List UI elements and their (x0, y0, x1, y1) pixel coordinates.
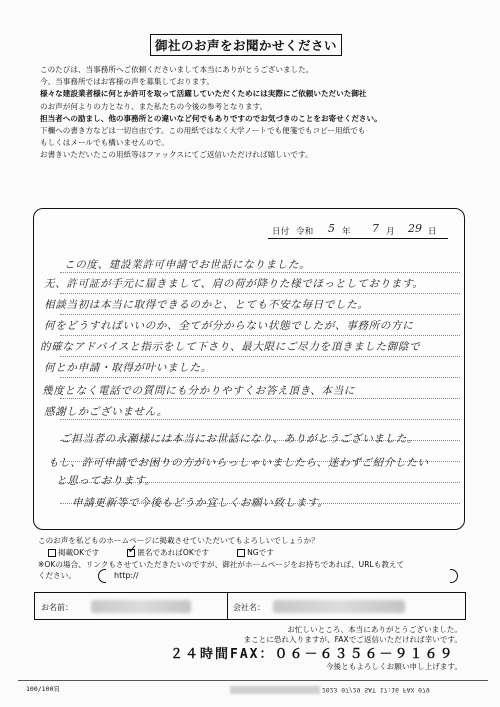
handwritten-line: 感謝しかございません。 (44, 406, 168, 418)
handwritten-line: ご担当者の永瀬様には本当にお世話になり、ありがとうございました。 (60, 433, 419, 445)
intro-line: もしくはメールでも構いませんので。 (40, 138, 169, 148)
intro-text (40, 64, 470, 162)
option-anonymous-ok[interactable] (127, 547, 209, 558)
company-redacted (273, 600, 405, 613)
date-month: 7 (372, 222, 379, 235)
bracket-left (98, 569, 106, 583)
fax-number: ２４時間FAX：０６－６３５６－９１６９ (170, 647, 455, 662)
ruled-line (60, 293, 460, 294)
date-label: 日付 (272, 227, 290, 237)
handwritten-line: 无、許可証が手元に届きまして、肩の荷が降りた様でほっとしております。 (44, 278, 424, 290)
thanks-line: お忙しいところ、本当にありがとうございました。 (287, 625, 462, 634)
name-redacted (91, 600, 191, 613)
date-day: 29 (408, 222, 422, 235)
consent-note: ください。 (38, 571, 76, 580)
intro-line: お書きいただいたこの用紙等はファックスにてご返信いただければ嬉しいです。 (40, 150, 313, 160)
fax-header: 2023 07/29 SAT 17:16 FAX 079 (322, 686, 430, 694)
handwritten-line: 申請更新等で今後もどうか宜しくお願い致します。 (72, 497, 329, 509)
footer-rule (18, 680, 488, 681)
page-counter: 100/100頁 (26, 685, 60, 693)
ruled-line (60, 356, 460, 357)
url-label: http:// (114, 571, 139, 580)
contact-info-row (34, 592, 466, 620)
date-year-unit: 年 (342, 227, 351, 237)
ruled-line (60, 398, 460, 399)
intro-line: 担当者への励まし、他の事務所との違いなど何でもありですのでお気づきのことをお寄せください。 (40, 113, 382, 123)
option-ng[interactable] (237, 547, 274, 558)
option-label: 匿名であればOKです (137, 548, 210, 557)
date-year: 5 (328, 222, 335, 235)
intro-line: このたびは、当事務所へご依頼くださいまして本当にありがとうございました。 (40, 65, 314, 74)
thanks-line: まことに恐れ入りますが、FAXでご返信いただければ幸いです。 (243, 635, 462, 644)
intro-line: 今、当事務所ではお客様の声を募集しております。 (40, 77, 215, 87)
handwritten-line: 幾度となく電話での質問にも分かりやすくお答え頂き、本当に (42, 385, 355, 397)
ruled-line (60, 272, 460, 273)
checkbox-publish-ok[interactable] (48, 549, 56, 557)
handwritten-line: 相談当初は本当に取得できるのかと、とても不安な毎日でした。 (44, 299, 369, 311)
checkbox-ng[interactable] (237, 549, 245, 557)
ruled-line (60, 314, 460, 315)
ruled-line (60, 377, 460, 378)
bracket-right (450, 569, 458, 583)
option-publish-ok[interactable] (48, 547, 99, 558)
page-title: 御社のお声をお聞かせください (150, 34, 342, 56)
ruled-line (60, 419, 460, 420)
date-era: 令和 (296, 227, 314, 237)
consent-options (48, 547, 468, 558)
consent-question: このお声を私どものホームページに掲載させていただいてもよろしいでしょうか？ (38, 536, 319, 545)
intro-line: のお声が何よりの力となり、また私たちの今後の参考となります。 (40, 101, 268, 111)
checkbox-anonymous-ok[interactable] (127, 549, 135, 557)
handwritten-line: 的確なアドバイスと指示をして下さり、最大限にご尽力を頂きました御陰で (40, 341, 421, 353)
option-label: 掲載OKです (58, 548, 100, 557)
consent-note: ※OKの場合、リンクもさせていただきたいのですが、御社がホームページをお持ちであれば、URLも教えて (38, 560, 405, 569)
date-month-unit: 月 (386, 227, 395, 237)
url-field[interactable] (98, 569, 458, 583)
handwritten-line: と思っております。 (56, 475, 156, 487)
intro-line: 様々な建設業者様に何とか許可を取って活躍していただくためには実際にご依頼いただいた御社 (40, 89, 367, 99)
name-label: お名前： (41, 603, 73, 612)
handwritten-line: もし、許可申請でお困りの方がいらっしゃいましたら、迷わずご紹介したい (48, 457, 429, 469)
footer-redacted (230, 686, 320, 694)
handwritten-line: 何とか申請・取得が叶いました。 (44, 362, 212, 374)
date-underline (268, 238, 448, 239)
option-label: NGです (247, 548, 274, 557)
handwritten-line: 何をどうすればいいのか、全てが分からない状態でしたが、事務所の方に (44, 320, 414, 332)
ruled-line (60, 335, 460, 336)
date-day-unit: 日 (428, 227, 437, 237)
thanks-line: 今後ともよろしくお願い申し上げます。 (325, 662, 462, 671)
info-divider (227, 593, 228, 619)
intro-line: 下欄への書き方などは一切自由です。この用紙ではなく大学ノートでも便箋でもコピー用紙でも (40, 126, 366, 136)
handwritten-line: この度、建設業許可申請でお世話になりました。 (64, 259, 311, 271)
company-label: 会社名： (233, 603, 265, 612)
